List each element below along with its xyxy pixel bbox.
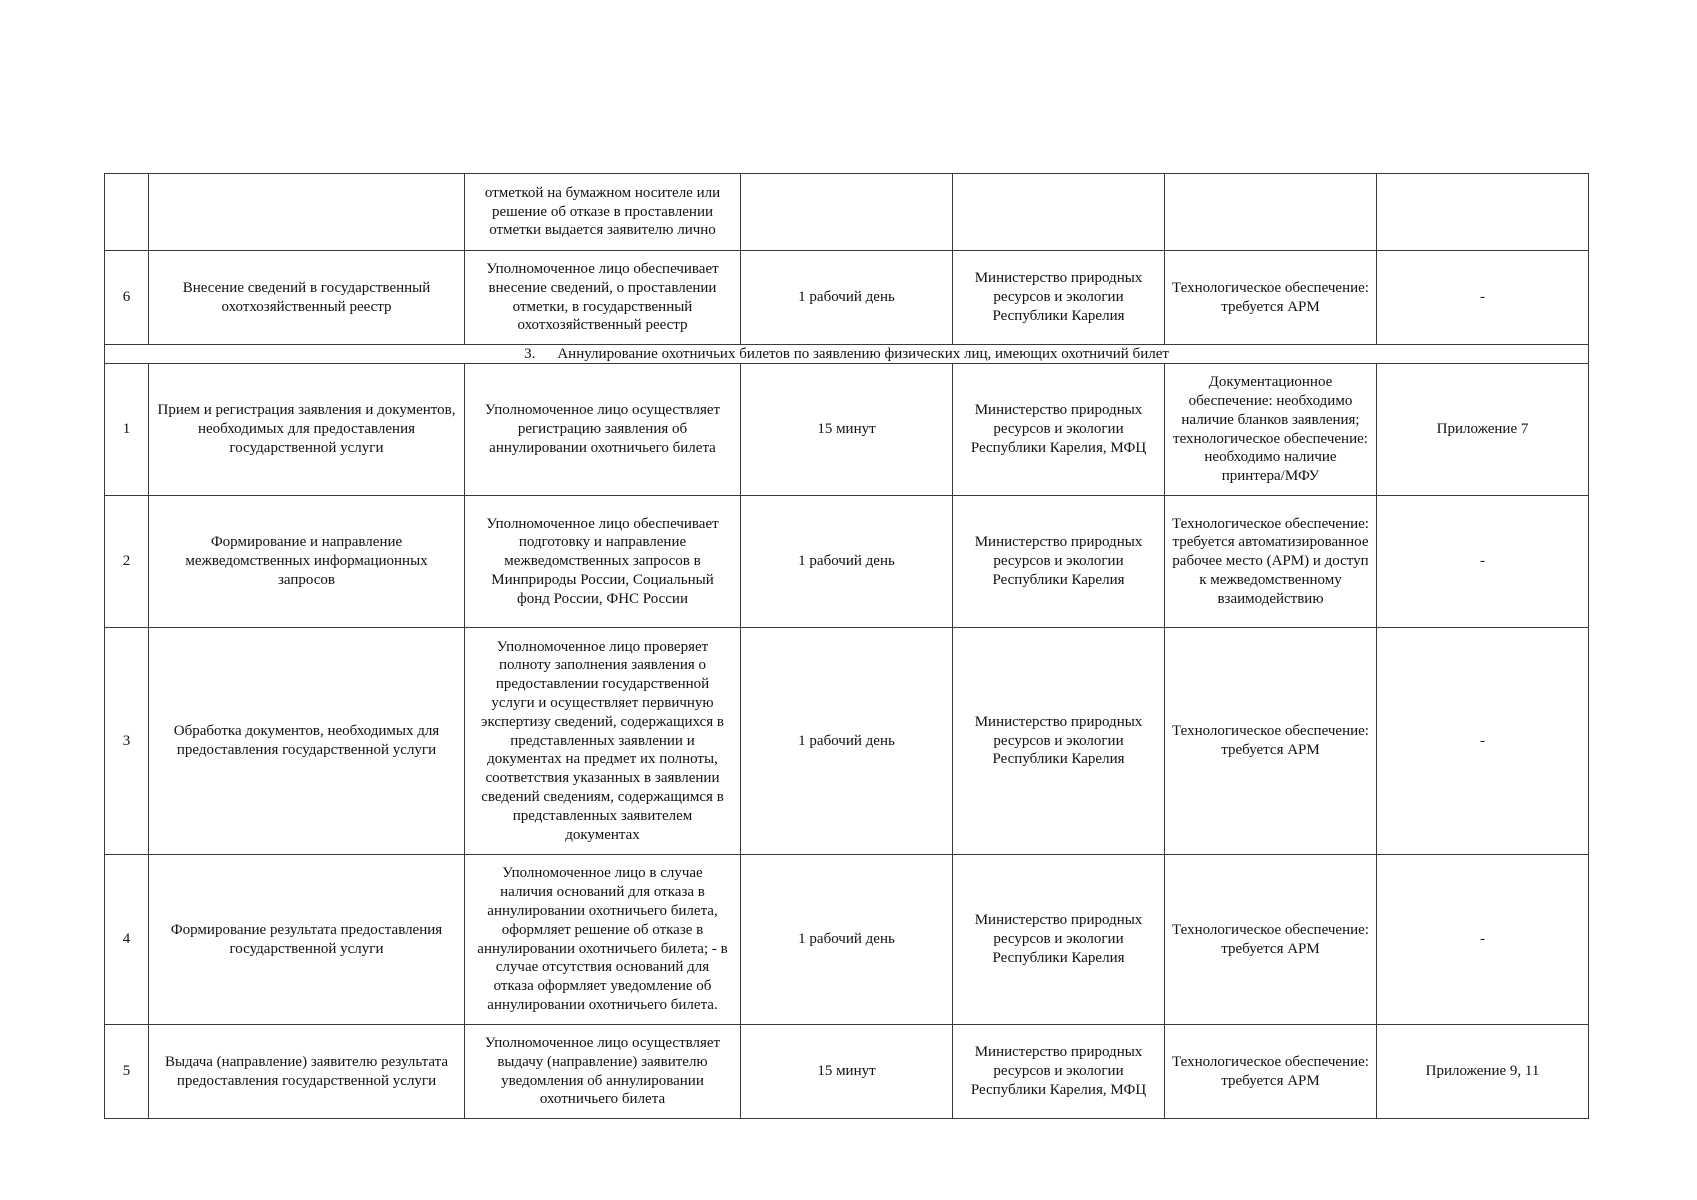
table-row-continuation bbox=[105, 174, 1589, 251]
cell-procedure-name: Выдача (направление) заявителю результата предоставления государственной услуги bbox=[149, 1025, 465, 1119]
table-row bbox=[105, 364, 1589, 496]
cell-number: 6 bbox=[105, 251, 149, 345]
cell-procedure-description: Уполномоченное лицо проверяет полноту заполнения заявления о предоставлении государственной услуги и осуществляет первичную экспертизу сведений, содержащихся в представленных заявлении и документах на предмет их полноты, соответствия указанных в заявлении сведений сведениям, содержащимся в представленных заявителем документах bbox=[465, 628, 741, 855]
cell-resources bbox=[1165, 174, 1377, 251]
cell-term bbox=[741, 174, 953, 251]
document-page bbox=[104, 173, 1588, 1119]
cell-procedure-description: отметкой на бумажном носителе или решение об отказе в проставлении отметки выдается заявителю лично bbox=[465, 174, 741, 251]
cell-term: 1 рабочий день bbox=[741, 855, 953, 1025]
cell-term: 1 рабочий день bbox=[741, 496, 953, 628]
cell-resources: Технологическое обеспечение: требуется АРМ bbox=[1165, 628, 1377, 855]
table-row bbox=[105, 496, 1589, 628]
table-row bbox=[105, 855, 1589, 1025]
cell-executor: Министерство природных ресурсов и экологии Республики Карелия, МФЦ bbox=[953, 364, 1165, 496]
cell-executor: Министерство природных ресурсов и экологии Республики Карелия, МФЦ bbox=[953, 1025, 1165, 1119]
cell-procedure-name: Внесение сведений в государственный охотхозяйственный реестр bbox=[149, 251, 465, 345]
section-number: 3. bbox=[524, 345, 536, 362]
cell-procedure-description: Уполномоченное лицо в случае наличия оснований для отказа в аннулировании охотничьего билета, оформляет решение об отказе в аннулировании охотничьего билета; - в случае отсутствия оснований для отказа оформляет уведомление об аннулировании охотничьего билета. bbox=[465, 855, 741, 1025]
section-title-text: Аннулирование охотничьих билетов по заявлению физических лиц, имеющих охотничий билет bbox=[557, 345, 1169, 362]
cell-executor: Министерство природных ресурсов и экологии Республики Карелия bbox=[953, 628, 1165, 855]
section-title bbox=[105, 345, 1589, 364]
cell-procedure-name: Обработка документов, необходимых для предоставления государственной услуги bbox=[149, 628, 465, 855]
table-row bbox=[105, 251, 1589, 345]
cell-procedure-name: Формирование результата предоставления государственной услуги bbox=[149, 855, 465, 1025]
cell-resources: Технологическое обеспечение: требуется автоматизированное рабочее место (АРМ) и доступ к межведомственному взаимодействию bbox=[1165, 496, 1377, 628]
cell-term: 1 рабочий день bbox=[741, 628, 953, 855]
cell-resources: Технологическое обеспечение: требуется АРМ bbox=[1165, 855, 1377, 1025]
cell-number: 4 bbox=[105, 855, 149, 1025]
cell-forms: Приложение 9, 11 bbox=[1377, 1025, 1589, 1119]
cell-executor: Министерство природных ресурсов и экологии Республики Карелия bbox=[953, 496, 1165, 628]
cell-term: 1 рабочий день bbox=[741, 251, 953, 345]
cell-number bbox=[105, 174, 149, 251]
cell-procedure-name: Прием и регистрация заявления и документов, необходимых для предоставления государственной услуги bbox=[149, 364, 465, 496]
cell-executor: Министерство природных ресурсов и экологии Республики Карелия bbox=[953, 855, 1165, 1025]
section-header-row bbox=[105, 345, 1589, 364]
cell-number: 5 bbox=[105, 1025, 149, 1119]
cell-term: 15 минут bbox=[741, 364, 953, 496]
cell-forms: - bbox=[1377, 855, 1589, 1025]
table-row bbox=[105, 628, 1589, 855]
cell-resources: Документационное обеспечение: необходимо наличие бланков заявления; технологическое обеспечение: необходимо наличие принтера/МФУ bbox=[1165, 364, 1377, 496]
cell-term: 15 минут bbox=[741, 1025, 953, 1119]
cell-forms: - bbox=[1377, 251, 1589, 345]
cell-procedure-description: Уполномоченное лицо обеспечивает подготовку и направление межведомственных запросов в Минприроды России, Социальный фонд России, ФНС России bbox=[465, 496, 741, 628]
cell-procedure-name bbox=[149, 174, 465, 251]
cell-number: 2 bbox=[105, 496, 149, 628]
cell-executor bbox=[953, 174, 1165, 251]
cell-forms: - bbox=[1377, 628, 1589, 855]
cell-forms bbox=[1377, 174, 1589, 251]
cell-forms: - bbox=[1377, 496, 1589, 628]
cell-resources: Технологическое обеспечение: требуется АРМ bbox=[1165, 251, 1377, 345]
cell-procedure-description: Уполномоченное лицо обеспечивает внесение сведений, о проставлении отметки, в государственный охотхозяйственный реестр bbox=[465, 251, 741, 345]
cell-resources: Технологическое обеспечение: требуется АРМ bbox=[1165, 1025, 1377, 1119]
cell-forms: Приложение 7 bbox=[1377, 364, 1589, 496]
cell-number: 1 bbox=[105, 364, 149, 496]
cell-procedure-description: Уполномоченное лицо осуществляет регистрацию заявления об аннулировании охотничьего билета bbox=[465, 364, 741, 496]
procedures-table bbox=[104, 173, 1589, 1119]
cell-procedure-description: Уполномоченное лицо осуществляет выдачу (направление) заявителю уведомления об аннулировании охотничьего билета bbox=[465, 1025, 741, 1119]
cell-number: 3 bbox=[105, 628, 149, 855]
cell-executor: Министерство природных ресурсов и экологии Республики Карелия bbox=[953, 251, 1165, 345]
table-row bbox=[105, 1025, 1589, 1119]
cell-procedure-name: Формирование и направление межведомственных информационных запросов bbox=[149, 496, 465, 628]
